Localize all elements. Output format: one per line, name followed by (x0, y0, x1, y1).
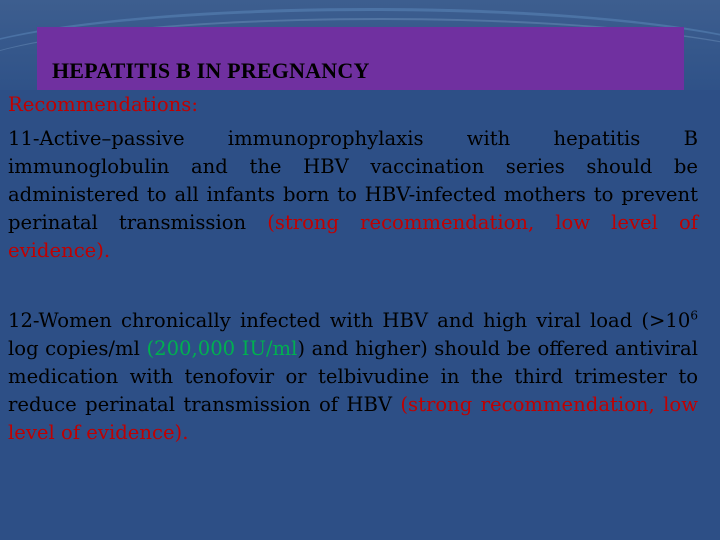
recommendation-12 (8, 307, 698, 447)
recommendation-11 (8, 125, 698, 265)
recommendation-11-text: 11-Active–passive immunoprophylaxis with hepatitis B immunoglobulin and the HBV vaccination series should be administered to all infants born to HBV-infected mothers to prevent perinatal transmission (8, 127, 698, 234)
recommendation-12-text-c: ) and higher) should be offered antiviral medication with tenofovir or telbivudine in the third trimester to reduce perinatal transmission of HBV (8, 337, 698, 416)
period: . (103, 239, 111, 262)
exponent: 6 (690, 308, 698, 323)
iu-highlight: (200,000 IU/ml (146, 337, 298, 360)
evidence-note: (strong recommendation, low level of evidence). (8, 393, 698, 444)
recommendations-heading: Recommendations: (8, 93, 198, 116)
evidence-note: (strong recommendation, low level of evidence) (8, 211, 698, 262)
slide-title: HEPATITIS B IN PREGNANCY (52, 58, 370, 83)
recommendation-12-text-a: 12-Women chronically infected with HBV and high viral load (>10 (8, 309, 691, 332)
recommendation-12-text-b: log copies/ml (8, 337, 147, 360)
